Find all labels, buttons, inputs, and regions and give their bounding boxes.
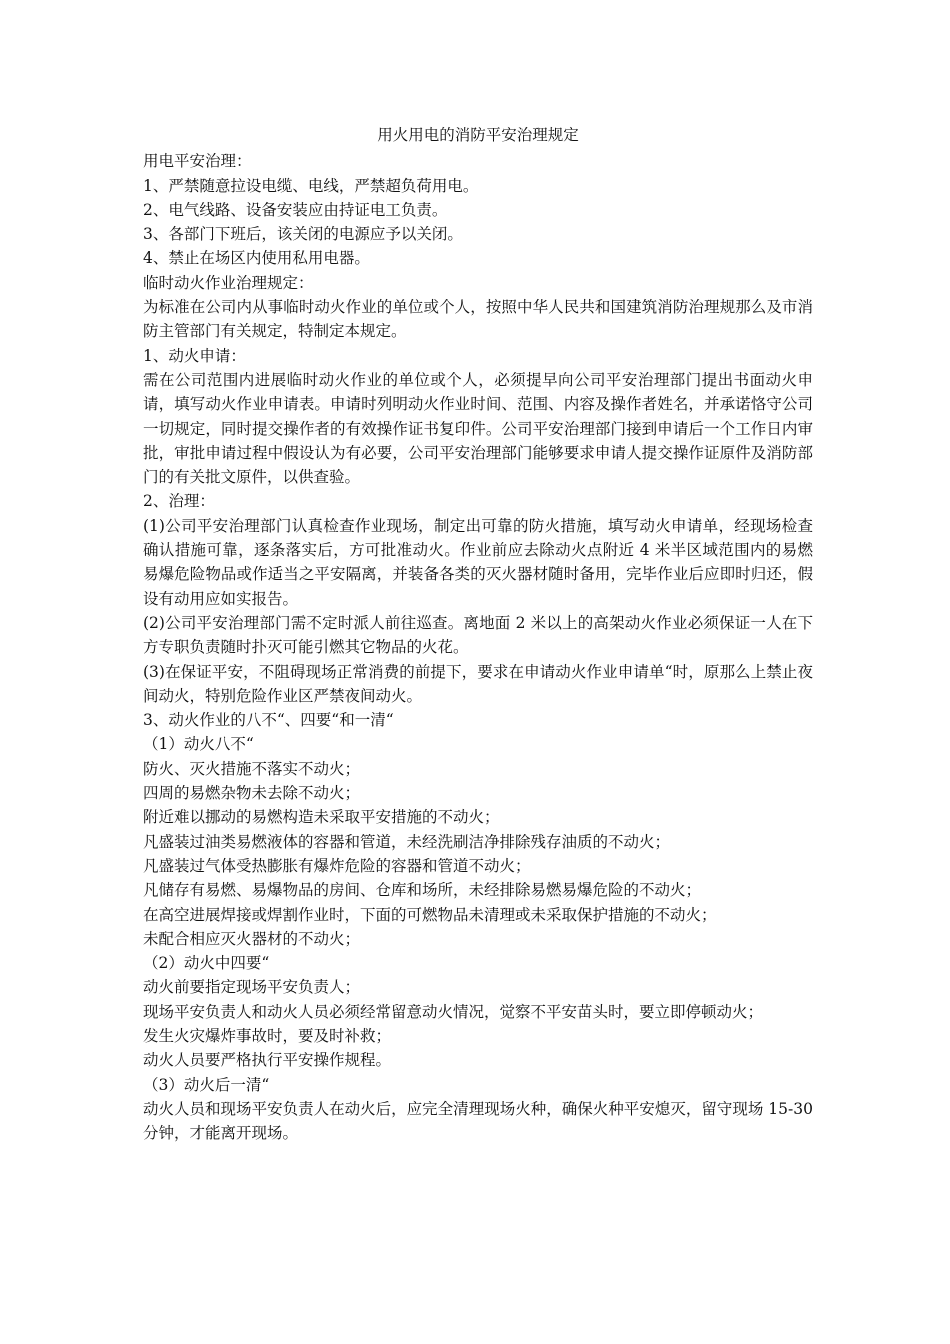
body-line: 附近难以挪动的易燃构造未采取平安措施的不动火； [143,808,500,827]
body-line: 1、严禁随意拉设电缆、电线，严禁超负荷用电。 [143,176,479,195]
body-line: 临时动火作业治理规定： [143,273,314,292]
body-line: 发生火灾爆炸事故时，要及时补救； [143,1026,392,1045]
body-paragraph: (3)在保证平安，不阻碍现场正常消费的前提下，要求在申请动火作业申请单“时，原那么上禁止夜间动火，特别危险作业区严禁夜间动火。 [143,662,813,705]
document-title: 用火用电的消防平安治理规定 [377,126,579,144]
body-line: （1）动火八不“ [143,735,254,754]
body-line: 2、电气线路、设备安装应由持证电工负责。 [143,200,448,219]
body-line: 四周的易燃杂物未去除不动火； [143,784,361,803]
body-line: 防火、灭火措施不落实不动火； [143,759,361,778]
body-line: 在高空进展焊接或焊割作业时，下面的可燃物品未清理或未采取保护措施的不动火； [143,905,717,924]
body-line: 1、动火申请： [143,346,246,365]
body-paragraph: 动火人员和现场平安负责人在动火后，应完全清理现场火种，确保火种平安熄灭，留守现场 15-30 分钟，才能离开现场。 [143,1099,813,1143]
body-line: 2、治理： [143,492,215,511]
body-line: 动火人员要严格执行平安操作规程。 [143,1051,392,1070]
body-line: 现场平安负责人和动火人员必须经常留意动火情况，觉察不平安苗头时，要立即停顿动火； [143,1002,764,1021]
body-paragraph: 为标准在公司内从事临时动火作业的单位或个人，按照中华人民共和国建筑消防治理规那么及市消防主管部门有关规定，特制定本规定。 [143,298,813,341]
body-line: 凡盛装过气体受热膨胀有爆炸危险的容器和管道不动火； [143,856,531,875]
body-line: （3）动火后一清“ [143,1075,270,1094]
body-line: 用电平安治理： [143,152,252,171]
body-line: 动火前要指定现场平安负责人； [143,978,361,997]
document-body [143,149,813,1145]
body-line: （2）动火中四要“ [143,954,270,973]
body-line: 3、各部门下班后，该关闭的电源应予以关闭。 [143,225,463,244]
body-line: 未配合相应灭火器材的不动火； [143,929,361,948]
body-line: 3、动火作业的八不“、四要“和一清“ [143,711,394,730]
body-line: 4、禁止在场区内使用私用电器。 [143,249,370,268]
document-page [143,123,813,1145]
body-line: 凡储存有易燃、易爆物品的房间、仓库和场所，未经排除易燃易爆危险的不动火； [143,881,702,900]
body-paragraph: (2)公司平安治理部门需不定时派人前往巡查。离地面 2 米以上的高架动火作业必须保证一人在下方专职负责随时扑灭可能引燃其它物品的火花。 [143,613,813,657]
body-paragraph: 需在公司范围内进展临时动火作业的单位或个人，必须提早向公司平安治理部门提出书面动火申请，填写动火作业申请表。申请时列明动火作业时间、范围、内容及操作者姓名，并承诺恪守公司一切规定，同时提交操作者的有效操作证书复印件。公司平安治理部门接到申请后一个工作日内审批，审批申请过程中假设认为有必要，公司平安治理部门能够要求申请人提交操作证原件及消防部门的有关批文原件，以供查验。 [143,370,813,487]
body-line: 凡盛装过油类易燃液体的容器和管道，未经洗刷洁净排除残存油质的不动火； [143,832,671,851]
body-paragraph: (1)公司平安治理部门认真检查作业现场，制定出可靠的防火措施，填写动火申请单，经现场检查确认措施可靠，逐条落实后，方可批准动火。作业前应去除动火点附近 4 米半区域范围内的易燃易爆危险物品或作适当之平安隔离，并装备各类的灭火器材随时备用，完毕作业后应即时归还，假设有动用应如实报告。 [143,516,813,608]
